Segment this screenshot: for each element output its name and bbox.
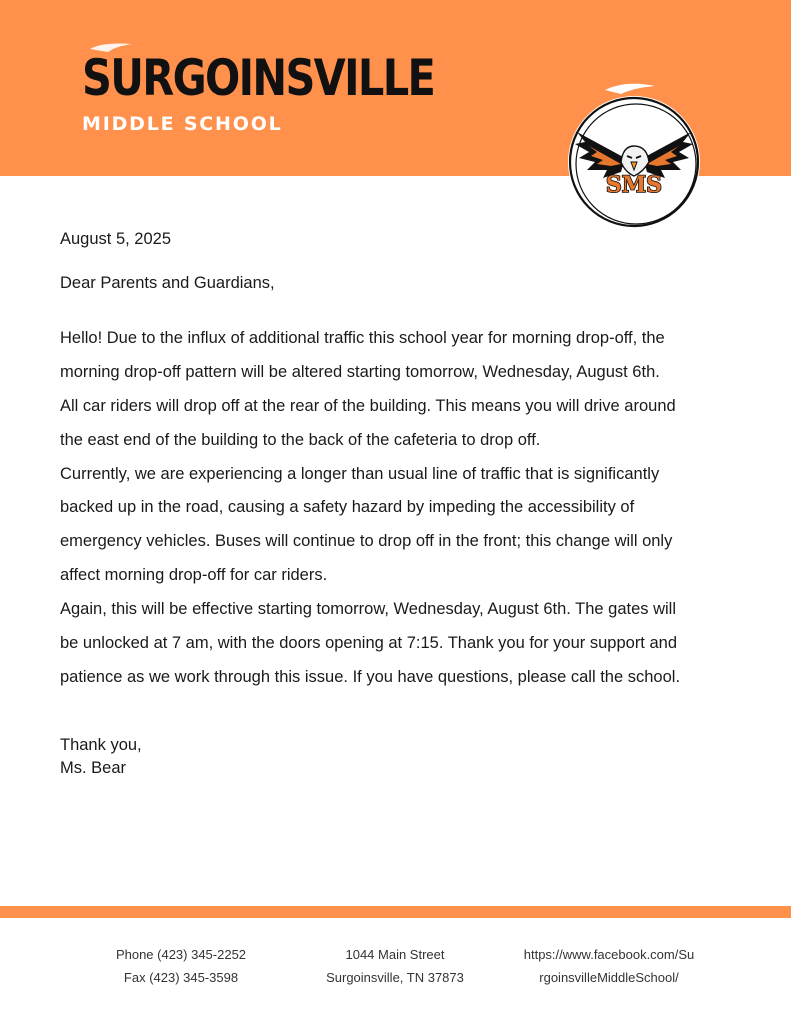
letter-body: [60, 322, 760, 695]
letter-signature: Ms. Bear: [60, 759, 127, 777]
body-line: backed up in the road, causing a safety hazard by impeding the accessibility of: [60, 498, 635, 517]
footer-facebook-line1: https://www.facebook.com/Su: [523, 947, 695, 962]
footer-contact: [96, 944, 266, 989]
school-subtitle: MIDDLE SCHOOL: [82, 113, 283, 135]
body-line: Hello! Due to the influx of additional traffic this school year for morning drop-off, the: [60, 329, 665, 347]
letter-closing-block: [60, 734, 142, 780]
school-logo-eagle-icon: [563, 80, 707, 230]
letter-date: August 5, 2025: [60, 230, 172, 248]
footer-address: [308, 944, 482, 989]
body-line: affect morning drop-off for car riders.: [60, 566, 328, 585]
footer-fax: Fax (423) 345-3598: [123, 969, 239, 985]
letter-salutation: Dear Parents and Guardians,: [60, 274, 275, 292]
footer-street: 1044 Main Street: [345, 947, 445, 962]
letter-closing: Thank you,: [60, 736, 142, 754]
body-line: emergency vehicles. Buses will continue to drop off in the front; this change will only: [60, 532, 673, 551]
footer-facebook-link[interactable]: [500, 944, 718, 989]
footer-facebook-line2: rgoinsvilleMiddleSchool/: [539, 969, 679, 985]
body-line: patience as we work through this issue. If you have questions, please call the school.: [60, 667, 681, 686]
footer-phone: Phone (423) 345-2252: [115, 947, 247, 962]
footer-city: Surgoinsville, TN 37873: [326, 969, 464, 985]
body-line: Currently, we are experiencing a longer than usual line of traffic that is significantly: [60, 464, 660, 483]
body-line: Again, this will be effective starting tomorrow, Wednesday, August 6th. The gates will: [60, 600, 677, 619]
footer-rule: [0, 906, 791, 918]
body-line: All car riders will drop off at the rear of the building. This means you will drive around: [60, 396, 676, 415]
body-line: the east end of the building to the back of the cafeteria to drop off.: [60, 430, 541, 449]
body-line: be unlocked at 7 am, with the doors opening at 7:15. Thank you for your support and: [60, 634, 678, 653]
body-line: morning drop-off pattern will be altered starting tomorrow, Wednesday, August 6th.: [60, 362, 660, 381]
logo-text: SMS: [605, 172, 663, 198]
school-name: SURGOINSVILLE: [82, 49, 435, 107]
